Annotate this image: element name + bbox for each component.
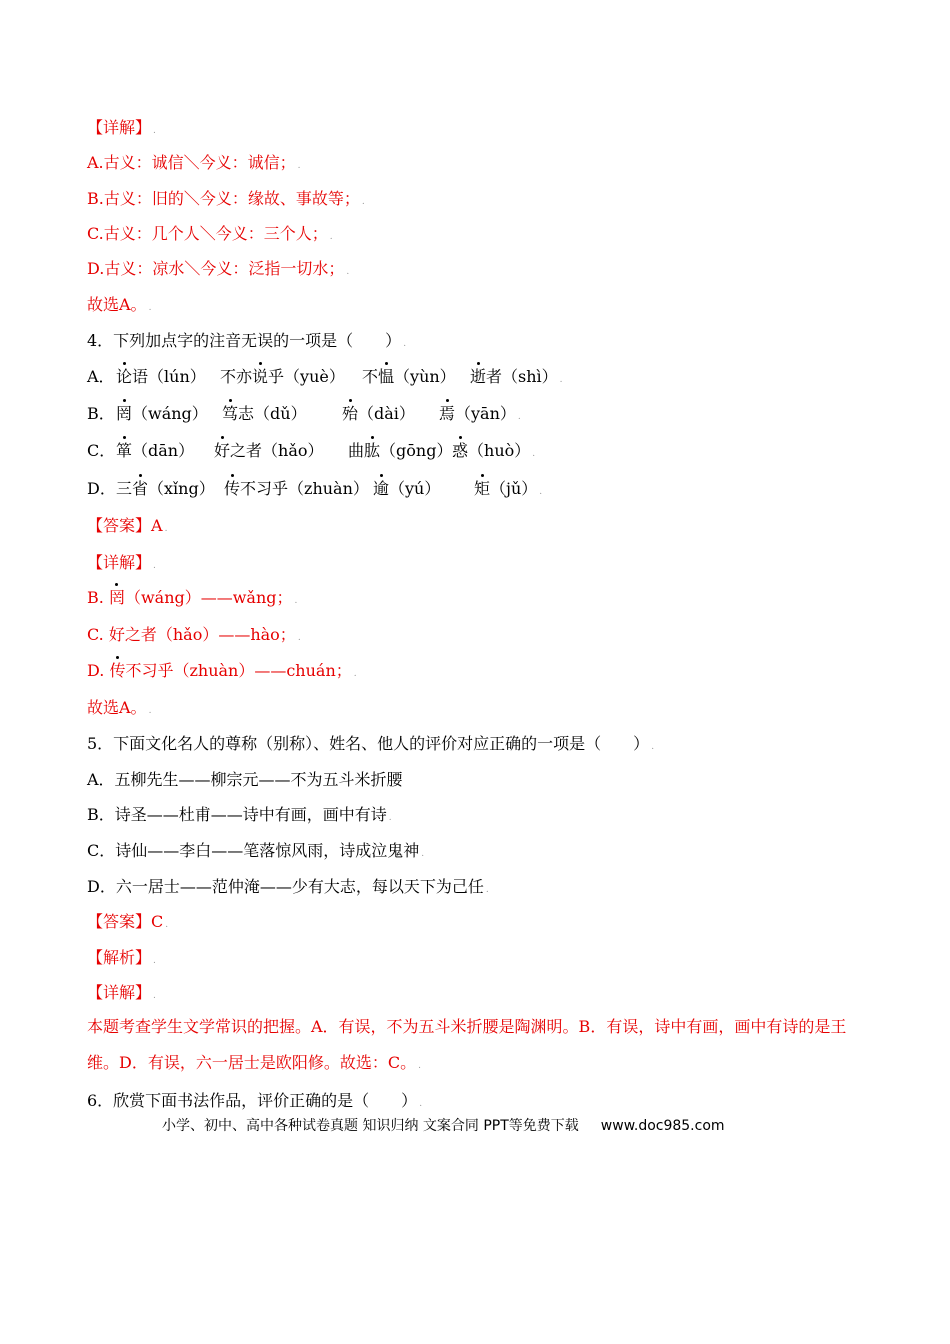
q5-option-b: B．诗圣——杜甫——诗中有画，画中有诗 .	[87, 805, 392, 824]
q4-c-item2: 好之者（hǎo）	[214, 441, 324, 460]
q5-explain-text: 本题考查学生文学常识的把握。A．有误，不为五斗米折腰是陶渊明。B．有误，诗中有画，画中有诗的是王维。D．有误，六一居士是欧阳修。故选：C。 .	[87, 1017, 847, 1072]
q4-d-item3: 逾（yú）	[373, 479, 441, 498]
page-footer	[162, 1116, 725, 1136]
q4-explain-c: C. 好之者（hǎo）——hào； .	[87, 625, 301, 644]
q4-d-item4: 矩（jǔ） .	[474, 479, 543, 498]
q4-c-label: C．	[87, 441, 116, 460]
q3-explain-a: A.古义：诚信＼今义：诚信； .	[87, 153, 301, 172]
q4-explain-b: B. 罔（wáng）——wǎng； .	[87, 588, 298, 607]
q3-conclusion: 故选A。 .	[87, 295, 152, 314]
q4-a-label: A．	[87, 367, 115, 386]
q4-a-item3: 不愠（yùn）	[362, 367, 456, 386]
q4-b-item4: 焉（yān） .	[439, 404, 521, 423]
q5-option-a: A．五柳先生——柳宗元——不为五斗米折腰	[87, 770, 403, 789]
q5-option-c: C．诗仙——李白——笔落惊风雨，诗成泣鬼神 .	[87, 841, 425, 860]
q4-answer: 【答案】A .	[87, 516, 168, 535]
q4-c-item3: 曲肱（gōng）	[348, 441, 453, 460]
q4-c-item1: 箪（dān）	[116, 441, 195, 460]
q4-a-item1: 论语（lún）	[116, 367, 206, 386]
q3-explain-b: B.古义：旧的＼今义：缘故、事故等； .	[87, 189, 365, 208]
footer-text: 小学、初中、高中各种试卷真题 知识归纳 文案合同 PPT等免费下载	[162, 1118, 579, 1134]
q5-analysis-head: 【解析】 .	[87, 948, 156, 967]
footer-url: www.doc985.com	[600, 1118, 725, 1134]
q5-answer: 【答案】C .	[87, 912, 169, 931]
q5-explain-head: 【详解】 .	[87, 983, 156, 1002]
q3-explain-head: 【详解】 .	[87, 118, 156, 137]
q4-conclusion: 故选A。 .	[87, 698, 152, 717]
q4-a-item2: 不亦说乎（yuè）	[220, 367, 345, 386]
q4-b-item3: 殆（dài）	[342, 404, 415, 423]
q6-stem: 6．欣赏下面书法作品，评价正确的是（ ） .	[87, 1091, 423, 1110]
q4-b-item1: 罔（wáng）	[116, 404, 208, 423]
q4-stem: 4．下列加点字的注音无误的一项是（ ） .	[87, 331, 407, 350]
q3-explain-c: C.古义：几个人＼今义：三个人； .	[87, 224, 333, 243]
q4-d-item2: 传不习乎（zhuàn）	[224, 479, 369, 498]
q4-b-item2: 笃志（dǔ）	[222, 404, 307, 423]
q4-c-item4: 惑（huò） .	[452, 441, 536, 460]
q4-a-item4: 逝者（shì） .	[470, 367, 563, 386]
q4-explain-d: D. 传不习乎（zhuàn）——chuán； .	[87, 661, 357, 680]
q4-d-label: D．	[87, 479, 116, 498]
q4-d-item1: 三省（xǐng）	[116, 479, 215, 498]
q3-explain-d: D.古义：凉水＼今义：泛指一切水； .	[87, 259, 350, 278]
q5-option-d: D．六一居士——范仲淹——少有大志，每以天下为己任 .	[87, 877, 489, 896]
q4-b-label: B．	[87, 404, 115, 423]
q4-explain-head: 【详解】 .	[87, 553, 156, 572]
q5-stem: 5．下面文化名人的尊称（别称）、姓名、他人的评价对应正确的一项是（ ） .	[87, 734, 655, 753]
